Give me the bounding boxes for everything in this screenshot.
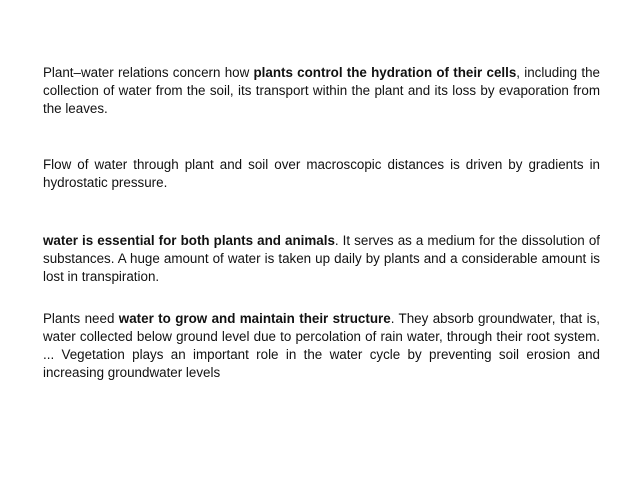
paragraph-bold-text: plants control the hydration of their cells — [253, 65, 517, 80]
paragraph-water-essential — [43, 232, 600, 286]
paragraph-text: , including the collection of water from the soil, its transport within the plant and its loss by evaporation from the leaves. — [43, 65, 600, 116]
paragraph-text: Plants need — [43, 311, 119, 326]
paragraph-plant-water-relations — [43, 64, 600, 118]
paragraph-text: . They absorb groundwater, that is, water collected below ground level due to percolation of rain water, through their root system. ... Vegetation plays an important role in the water cycle by preventing soil erosion and increasing groundwater levels — [43, 311, 600, 380]
paragraph-bold-text: water is essential for both plants and animals — [43, 233, 335, 248]
paragraph-bold-text: water to grow and maintain their structure — [118, 311, 391, 326]
paragraph-text: Flow of water through plant and soil over macroscopic distances is driven by gradients in hydrostatic pressure. — [43, 157, 600, 190]
paragraph-text: . It serves as a medium for the dissolution of substances. A huge amount of water is taken up daily by plants and a considerable amount is lost in transpiration. — [43, 233, 600, 284]
paragraph-water-flow — [43, 156, 600, 192]
paragraph-text: Plant–water relations concern how — [43, 65, 254, 80]
paragraph-plants-need-water — [43, 310, 600, 382]
